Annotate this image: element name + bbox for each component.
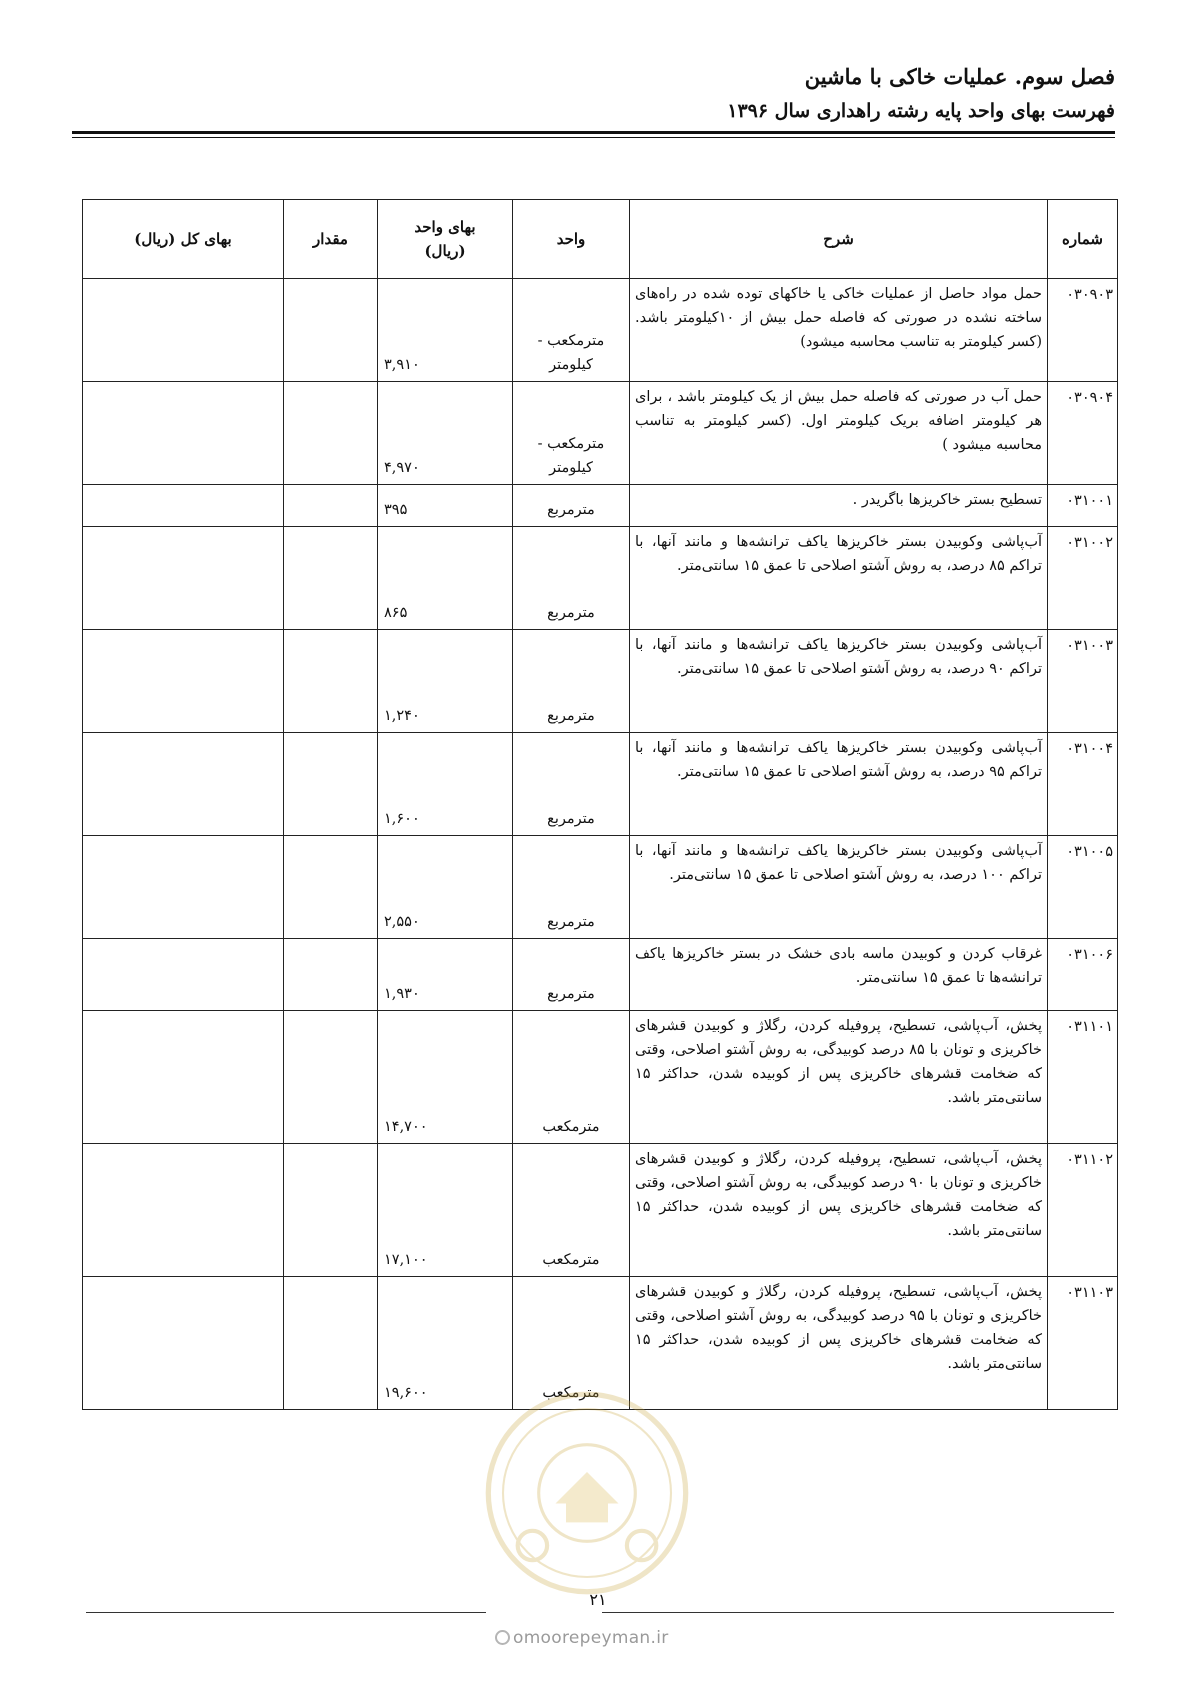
row-code: ۰۳۱۰۰۴ [1048,733,1118,836]
row-quantity [284,485,378,527]
row-unit: مترمکعب [513,1011,630,1144]
row-description: آب‌پاشی وکوبیدن بستر خاکریزها یاکف ترانشه‌ها و مانند آنها، با تراکم ۹۵ درصد، به روش آشتو اصلاحی تا عمق ۱۵ سانتی‌متر. [630,733,1048,836]
row-unit: مترمربع [513,939,630,1011]
row-quantity [284,733,378,836]
row-description: حمل آب در صورتی که فاصله حمل بیش از یک کیلومتر باشد ، برای هر کیلومتر اضافه بریک کیلومتر اول. (کسر کیلومتر به تناسب محاسبه میشود ) [630,382,1048,485]
row-quantity [284,836,378,939]
row-unit: مترمکعب [513,1144,630,1277]
row-unit-price: ۴,۹۷۰ [378,382,513,485]
row-code: ۰۳۱۰۰۲ [1048,527,1118,630]
row-total-price [83,1144,284,1277]
row-description: حمل مواد حاصل از عملیات خاکی یا خاکهای توده شده در راه‌های ساخته نشده در صورتی که فاصله حمل بیش از ۱۰کیلومتر باشد. (کسر کیلومتر به تناسب محاسبه میشود) [630,279,1048,382]
header-code: شماره [1048,200,1118,279]
row-unit-price: ۱,۹۳۰ [378,939,513,1011]
header-total-price: بهای کل (ریال) [83,200,284,279]
table-row [83,939,1118,1011]
row-code: ۰۳۱۱۰۱ [1048,1011,1118,1144]
table-row [83,1011,1118,1144]
row-total-price [83,382,284,485]
row-description: تسطیح بستر خاکریزها باگریدر . [630,485,1048,527]
price-table [82,199,1118,1410]
header-quantity: مقدار [284,200,378,279]
row-unit-price: ۱,۶۰۰ [378,733,513,836]
website-footer [495,1628,669,1648]
row-quantity [284,1277,378,1410]
row-code: ۰۳۱۱۰۲ [1048,1144,1118,1277]
row-total-price [83,1011,284,1144]
row-unit-price: ۳۹۵ [378,485,513,527]
page-header [727,60,1115,128]
table-row [83,527,1118,630]
table-row [83,836,1118,939]
header-unit: واحد [513,200,630,279]
row-description: آب‌پاشی وکوبیدن بستر خاکریزها یاکف ترانشه‌ها و مانند آنها، با تراکم ۱۰۰ درصد، به روش آشتو اصلاحی تا عمق ۱۵ سانتی‌متر. [630,836,1048,939]
watermark-seal-icon [482,1388,692,1598]
row-unit: مترمربع [513,527,630,630]
row-unit-price: ۱,۲۴۰ [378,630,513,733]
table-header-row [83,200,1118,279]
row-description: پخش، آب‌پاشی، تسطیح، پروفیله کردن، رگلاژ و کوبیدن قشرهای خاکریزی و تونان با ۹۵ درصد کوبیدگی، به روش آشتو اصلاحی، وقتی که ضخامت قشرهای خاکریزی پس از کوبیده شدن، حداکثر ۱۵ سانتی‌متر باشد. [630,1277,1048,1410]
header-description: شرح [630,200,1048,279]
row-total-price [83,939,284,1011]
row-description: آب‌پاشی وکوبیدن بستر خاکریزها یاکف ترانشه‌ها و مانند آنها، با تراکم ۹۰ درصد، به روش آشتو اصلاحی تا عمق ۱۵ سانتی‌متر. [630,630,1048,733]
table-row [83,382,1118,485]
row-description: غرقاب کردن و کوبیدن ماسه بادی خشک در بستر خاکریزها یاکف ترانشه‌ها تا عمق ۱۵ سانتی‌متر. [630,939,1048,1011]
row-description: آب‌پاشی وکوبیدن بستر خاکریزها یاکف ترانشه‌ها و مانند آنها، با تراکم ۸۵ درصد، به روش آشتو اصلاحی تا عمق ۱۵ سانتی‌متر. [630,527,1048,630]
row-quantity [284,382,378,485]
row-unit: مترمربع [513,836,630,939]
row-total-price [83,279,284,382]
table-row [83,1144,1118,1277]
row-quantity [284,1011,378,1144]
row-unit: مترمکعب - کیلومتر [513,382,630,485]
row-code: ۰۳۱۰۰۳ [1048,630,1118,733]
header-rule-thin [72,137,1115,138]
row-unit: مترمربع [513,485,630,527]
table-row [83,279,1118,382]
row-unit: مترمکعب [513,1277,630,1410]
row-code: ۰۳۱۰۰۶ [1048,939,1118,1011]
row-unit-price: ۳,۹۱۰ [378,279,513,382]
row-total-price [83,630,284,733]
row-total-price [83,1277,284,1410]
page-number: ۲۱ [589,1590,607,1609]
row-code: ۰۳۱۰۰۱ [1048,485,1118,527]
row-description: پخش، آب‌پاشی، تسطیح، پروفیله کردن، رگلاژ و کوبیدن قشرهای خاکریزی و تونان با ۸۵ درصد کوبیدگی، به روش آشتو اصلاحی، وقتی که ضخامت قشرهای خاکریزی پس از کوبیده شدن، حداکثر ۱۵ سانتی‌متر باشد. [630,1011,1048,1144]
row-total-price [83,485,284,527]
row-unit-price: ۲,۵۵۰ [378,836,513,939]
row-unit-price: ۱۹,۶۰۰ [378,1277,513,1410]
row-unit: مترمربع [513,630,630,733]
row-unit-price: ۱۷,۱۰۰ [378,1144,513,1277]
row-unit-price: ۸۶۵ [378,527,513,630]
row-description: پخش، آب‌پاشی، تسطیح، پروفیله کردن، رگلاژ و کوبیدن قشرهای خاکریزی و تونان با ۹۰ درصد کوبیدگی، به روش آشتو اصلاحی، وقتی که ضخامت قشرهای خاکریزی پس از کوبیده شدن، حداکثر ۱۵ سانتی‌متر باشد. [630,1144,1048,1277]
row-code: ۰۳۱۰۰۵ [1048,836,1118,939]
row-quantity [284,279,378,382]
row-quantity [284,1144,378,1277]
header-unit-price: بهای واحد (ریال) [378,200,513,279]
row-code: ۰۳۰۹۰۳ [1048,279,1118,382]
table-row [83,630,1118,733]
row-unit: مترمکعب - کیلومتر [513,279,630,382]
row-code: ۰۳۰۹۰۴ [1048,382,1118,485]
footer-rule-left [86,1612,486,1613]
chapter-title: فصل سوم. عملیات خاکی با ماشین [804,64,1115,89]
table-row [83,485,1118,527]
row-total-price [83,836,284,939]
row-code: ۰۳۱۱۰۳ [1048,1277,1118,1410]
website-text: omoorepeyman.ir [513,1628,669,1648]
footer-rule-right [602,1612,1114,1613]
row-unit-price: ۱۴,۷۰۰ [378,1011,513,1144]
table-row [83,733,1118,836]
row-total-price [83,733,284,836]
price-list-title: فهرست بهای واحد پایه رشته راهداری سال ۱۳۹۶ [727,100,1115,122]
row-total-price [83,527,284,630]
header-rule-thick [72,131,1115,134]
row-quantity [284,527,378,630]
row-quantity [284,630,378,733]
at-icon [495,1630,510,1645]
row-quantity [284,939,378,1011]
row-unit: مترمربع [513,733,630,836]
